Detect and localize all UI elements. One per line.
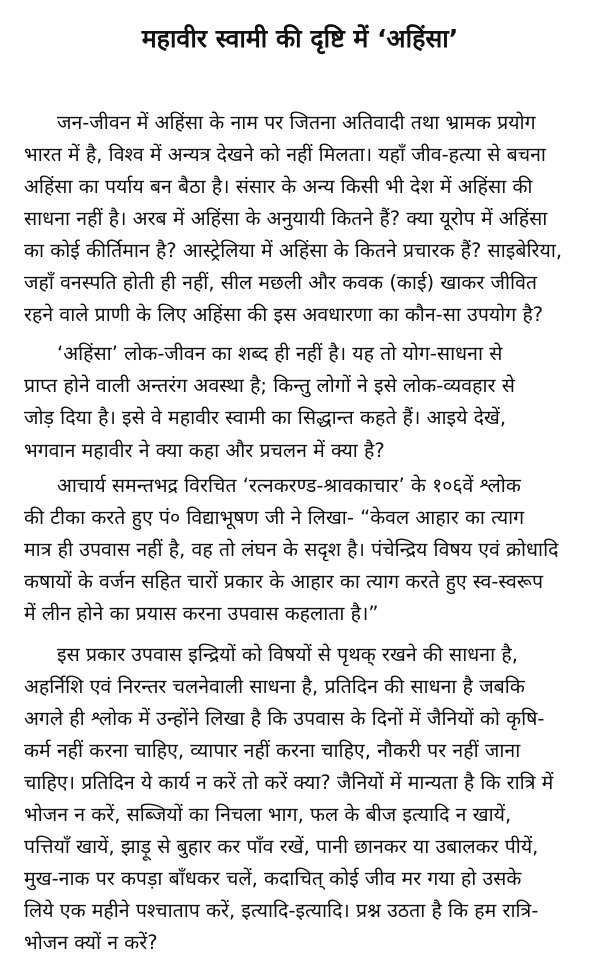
text-line: अगले ही श्लोक में उन्होंने लिखा है कि उपवास के दिनों में जैनियों को कृषि- <box>24 707 545 730</box>
text-line: रहने वाले प्राणी के लिए अहिंसा की इस अवधारणा का कौन-सा उपयोग है? <box>24 303 544 326</box>
text-line: अहिंसा का पर्याय बन बैठा है। संसार के अन्य किसी भी देश में अहिंसा की <box>24 175 533 198</box>
text-line: कर्म नहीं करना चाहिए, व्यापार नहीं करना चाहिए, नौकरी पर नहीं जाना <box>24 739 521 762</box>
text-line: अहर्निशि एवं निरन्तर चलनेवाली साधना है, प्रतिदिन की साधना है जबकि <box>24 675 525 698</box>
text-line: आचार्य समन्तभद्र विरचित ‘रत्नकरण्ड-श्रावकाचार’ के १०६वें श्लोक <box>57 474 521 497</box>
text-line: की टीका करते हुए पं० विद्याभूषण जी ने लिखा- “केवल आहार का त्याग <box>24 506 525 529</box>
text-line: मात्र ही उपवास नहीं है, वह तो लंघन के सदृश है। पंचेन्द्रिय विषय एवं क्रोधादि <box>24 538 559 561</box>
text-line: प्राप्त होने वाली अन्तरंग अवस्था है; किन्तु लोगों ने इसे लोक-व्यवहार से <box>24 374 515 397</box>
text-line: भोजन क्यों न करें? <box>24 931 158 954</box>
text-line: भगवान महावीर ने क्या कहा और प्रचलन में क्या है? <box>24 439 385 462</box>
text-line: चाहिए। प्रतिदिन ये कार्य न करें तो करें क्या? जैनियों में मान्यता है कि रात्रि में <box>24 771 554 794</box>
text-line: जहाँ वनस्पति होती ही नहीं, सील मछली और कवक (काई) खाकर जीवित <box>24 271 538 294</box>
text-line: लिये एक महीने पश्चाताप करें, इत्यादि-इत्यादि। प्रश्न उठता है कि हम रात्रि- <box>24 899 539 922</box>
text-line: जन-जीवन में अहिंसा के नाम पर जितना अतिवादी तथा भ्रामक प्रयोग <box>57 111 536 134</box>
text-line: कषायों के वर्जन सहित चारों प्रकार के आहार का त्याग करते हुए स्व-स्वरूप <box>24 570 544 593</box>
text-line: भारत में है, विश्व में अन्यत्र देखने को नहीं मिलता। यहाँ जीव-हत्या से बचना <box>24 143 546 166</box>
text-line: का कोई कीर्तिमान है? आस्ट्रेलिया में अहिंसा के कितने प्रचारक हैं? साइबेरिया, <box>24 239 563 262</box>
text-line: साधना नहीं है। अरब में अहिंसा के अनुयायी कितने हैं? क्या यूरोप में अहिंसा <box>24 207 548 230</box>
text-line: इस प्रकार उपवास इन्द्रियों को विषयों से पृथक् रखने की साधना है, <box>57 643 518 666</box>
text-line: मुख-नाक पर कपड़ा बाँधकर चलें, कदाचित् कोई जीव मर गया हो उसके <box>24 867 522 890</box>
page-title: महावीर स्वामी की दृष्टि में ‘अहिंसा’ <box>141 24 459 53</box>
text-line: भोजन न करें, सब्जियों का निचला भाग, फल के बीज इत्यादि न खायें, <box>24 803 512 826</box>
text-line: में लीन होने का प्रयास करना उपवास कहलाता है।” <box>24 602 379 625</box>
text-line: पत्तियाँ खायें, झाड़ू से बुहार कर पाँव रखें, पानी छानकर या उबालकर पीयें, <box>24 835 539 858</box>
text-line: जोड़ दिया है। इसे वे महावीर स्वामी का सिद्धान्त कहते हैं। आइये देखें, <box>24 406 507 429</box>
text-line: ‘अहिंसा’ लोक-जीवन का शब्द ही नहीं है। यह तो योग-साधना से <box>57 342 503 365</box>
